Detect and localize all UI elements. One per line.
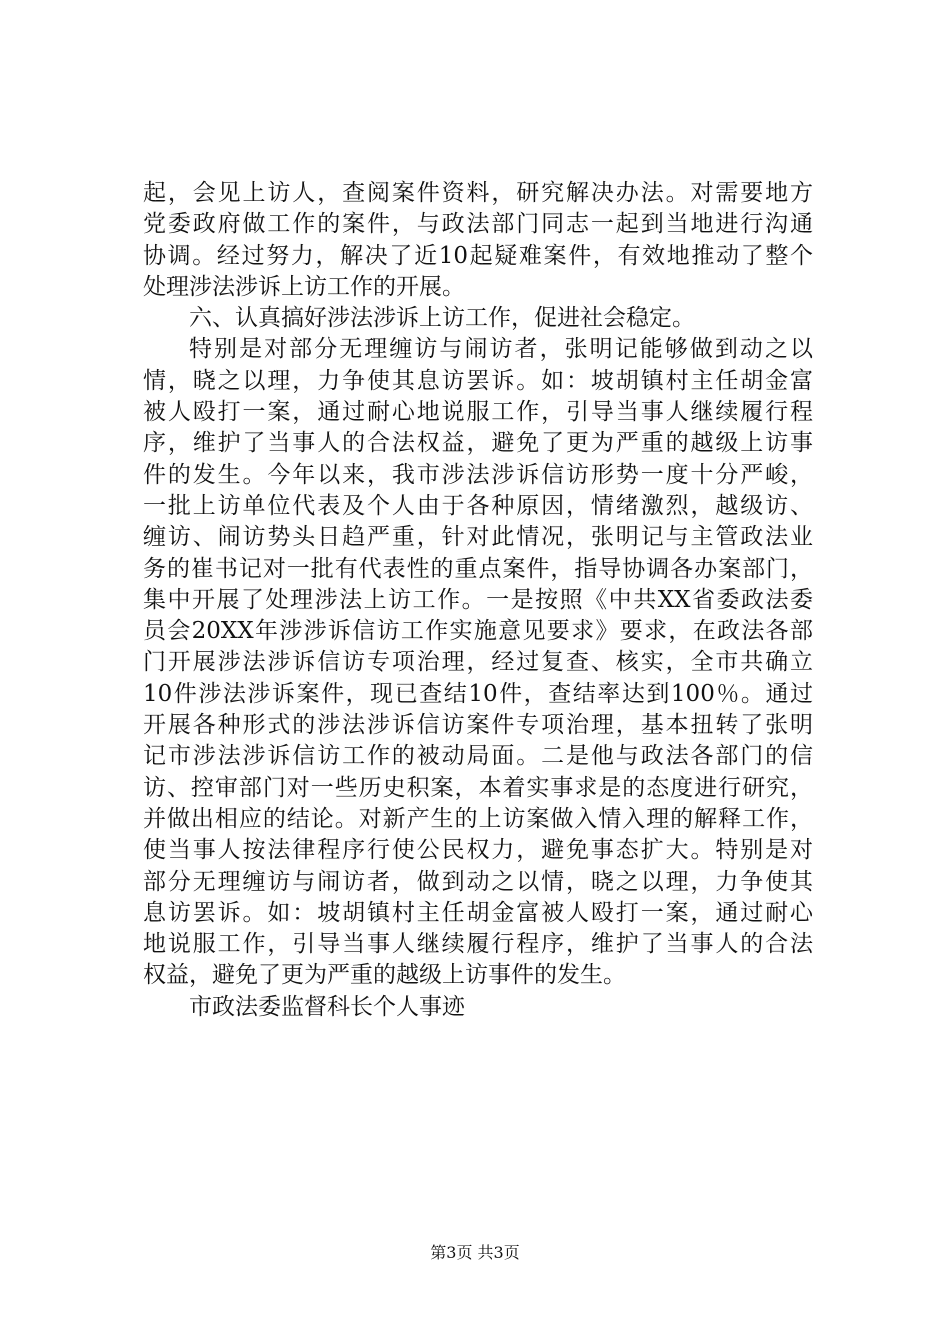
text-line: 特别是对部分无理缠访与闹访者，张明记能够做到动之以 xyxy=(189,336,813,363)
text-line: 缠访、闹访势头日趋严重，针对此情况，张明记与主管政法业 xyxy=(143,524,813,551)
page-number: 第3页 共3页 xyxy=(430,1243,520,1262)
text-line: 协调。经过努力，解决了近10起疑难案件，有效地推动了整个 xyxy=(143,242,813,269)
text-line: 息访罢诉。如：坡胡镇村主任胡金富被人殴打一案，通过耐心 xyxy=(143,899,813,926)
text-line: 起，会见上访人，查阅案件资料，研究解决办法。对需要地方 xyxy=(143,180,813,206)
text-line: 开展各种形式的涉法涉诉信访案件专项治理，基本扭转了张明 xyxy=(143,712,813,739)
text-line: 党委政府做工作的案件，与政法部门同志一起到当地进行沟通 xyxy=(143,211,813,238)
text-line: 处理涉法涉诉上访工作的开展。 xyxy=(143,273,465,300)
text-line: 一批上访单位代表及个人由于各种原因，情绪激烈，越级访、 xyxy=(143,492,813,519)
closing-title: 市政法委监督科长个人事迹 xyxy=(189,993,465,1020)
document-body xyxy=(143,178,813,1023)
text-line: 并做出相应的结论。对新产生的上访案做入情入理的解释工作， xyxy=(143,805,813,832)
text-line: 记市涉法涉诉信访工作的被动局面。二是他与政法各部门的信 xyxy=(143,743,813,770)
text-line: 权益，避免了更为严重的越级上访事件的发生。 xyxy=(143,962,626,989)
text-line: 门开展涉法涉诉信访专项治理，经过复查、核实，全市共确立 xyxy=(143,649,813,676)
text-line: 地说服工作，引导当事人继续履行程序，维护了当事人的合法 xyxy=(143,931,813,958)
text-line: 访、控审部门对一些历史积案，本着实事求是的态度进行研究， xyxy=(143,774,813,801)
text-line: 情，晓之以理，力争使其息访罢诉。如：坡胡镇村主任胡金富 xyxy=(143,367,813,394)
text-line: 员会20XX年涉涉诉信访工作实施意见要求》要求，在政法各部 xyxy=(143,618,813,645)
text-line: 序，维护了当事人的合法权益，避免了更为严重的越级上访事 xyxy=(143,430,813,457)
text-line: 被人殴打一案，通过耐心地说服工作，引导当事人继续履行程 xyxy=(143,399,813,426)
text-line: 部分无理缠访与闹访者，做到动之以情，晓之以理，力争使其 xyxy=(143,868,813,895)
section-heading: 六、认真搞好涉法涉诉上访工作，促进社会稳定。 xyxy=(189,305,695,332)
text-line: 务的崔书记对一批有代表性的重点案件，指导协调各办案部门， xyxy=(143,555,813,582)
text-line: 集中开展了处理涉法上访工作。一是按照《中共XX省委政法委 xyxy=(143,586,813,613)
text-line: 使当事人按法律程序行使公民权力，避免事态扩大。特别是对 xyxy=(143,837,813,864)
text-line: 10件涉法涉诉案件，现已查结10件，查结率达到100％。通过 xyxy=(143,680,813,707)
text-line: 件的发生。今年以来，我市涉法涉诉信访形势一度十分严峻， xyxy=(143,461,813,488)
